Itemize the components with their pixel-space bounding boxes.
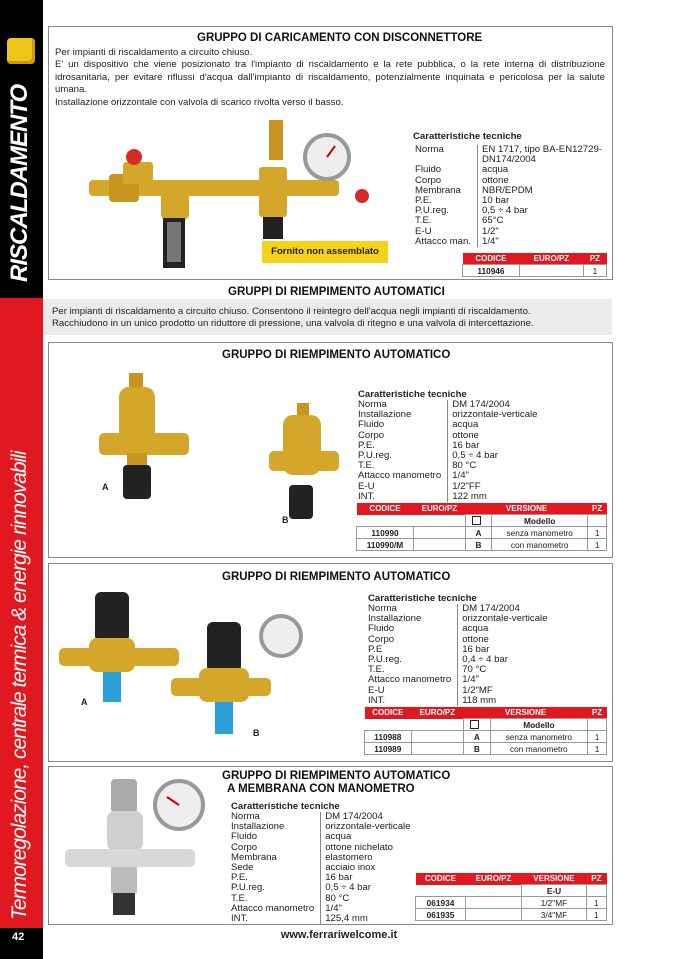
- spec-row: [368, 635, 548, 645]
- spec-key: T.E.: [358, 460, 375, 472]
- spec-key: Attacco man.: [415, 235, 471, 247]
- radiator-icon: [7, 38, 35, 64]
- spec-key: Attacco manometro: [358, 470, 442, 482]
- spec-key: P.E.: [231, 872, 248, 884]
- spec-value: acciaio inox: [321, 863, 411, 873]
- cell-price: [465, 897, 521, 909]
- col-codice: CODICE: [357, 503, 414, 515]
- spec-row: [358, 420, 538, 430]
- spec-key: INT.: [231, 913, 249, 925]
- spec-value: 70 °C: [458, 665, 548, 675]
- spec-list: [231, 812, 411, 924]
- col-pz: PZ: [588, 503, 607, 515]
- spec-value: 80 °C: [321, 894, 411, 904]
- spec-row: [368, 655, 548, 665]
- spec-value: 1/4": [321, 904, 411, 914]
- sidebar: [0, 0, 43, 959]
- spec-value: 0,5 ÷ 4 bar: [478, 206, 603, 216]
- cell-price: [413, 527, 465, 539]
- spec-title: Caratteristiche tecniche: [358, 389, 467, 400]
- spec-value: 16 bar: [321, 873, 411, 883]
- table-row: [357, 539, 607, 551]
- spec-value: ottone: [478, 176, 603, 186]
- cell-version: A: [464, 731, 491, 743]
- spec-value: 0,5 ÷ 4 bar: [448, 451, 538, 461]
- cell-price: [465, 909, 521, 921]
- notice-badge: Fornito non assemblato: [262, 241, 388, 263]
- website-link[interactable]: www.ferrariwelcome.it: [280, 929, 398, 941]
- spec-row: [368, 614, 548, 624]
- cell-version: A: [465, 527, 491, 539]
- spec-key: P.U.reg.: [358, 450, 392, 462]
- spec-row: [358, 482, 538, 492]
- cell-version: 1/2"MF: [522, 897, 587, 909]
- spec-title: Caratteristiche tecniche: [413, 131, 522, 142]
- product-table: [364, 707, 607, 755]
- col-euro: EURO/PZ: [413, 503, 465, 515]
- cell-qty: 1: [588, 731, 607, 743]
- description-line: E' un dispositivo che viene posizionato tra l'impianto di riscaldamento e la rete pubblica, o la rete interna di distribuzione idrosanitaria, per evitare riflussi d'acqua dall'impianto di riscaldamento, potenzialmente inquinata e pericolosa per la salute umana.: [55, 59, 605, 96]
- spec-list: [415, 145, 602, 247]
- cell-qty: 1: [588, 527, 607, 539]
- cell-price: [411, 743, 464, 755]
- description-line: Installazione orizzontale con valvola di scarico rivolta verso il basso.: [55, 96, 344, 108]
- spec-row: [358, 492, 538, 502]
- cell-version: B: [464, 743, 491, 755]
- col-codice: CODICE: [365, 707, 412, 719]
- cell-code: 110989: [365, 743, 412, 755]
- spec-key: P.U.reg.: [415, 205, 449, 217]
- spec-row: [368, 624, 548, 634]
- spec-key: Norma: [358, 399, 387, 410]
- spec-row: [358, 431, 538, 441]
- spec-list: [368, 604, 548, 706]
- spec-key: T.E.: [231, 892, 248, 904]
- section-title: RISCALDAMENTO: [6, 84, 33, 282]
- spec-value: 1/4": [478, 237, 603, 247]
- spec-value: ottone nichelato: [321, 843, 411, 853]
- cell-price: [413, 539, 465, 551]
- filling-unit-product-image: [59, 592, 339, 752]
- cell-code: 110988: [365, 731, 412, 743]
- product-table: [462, 253, 607, 277]
- cell-qty: 1: [588, 743, 607, 755]
- spec-value: 80 °C: [448, 461, 538, 471]
- table-row: [357, 527, 607, 539]
- spec-title: Caratteristiche tecniche: [368, 593, 477, 604]
- spec-row: [415, 216, 602, 226]
- page-number: 42: [12, 931, 25, 943]
- cell-code: 061935: [416, 909, 466, 921]
- col-euro: EURO/PZ: [411, 707, 464, 719]
- spec-key: Fluido: [358, 419, 385, 431]
- spec-key: Corpo: [231, 841, 258, 853]
- col-euro: EURO/PZ: [465, 873, 521, 885]
- spec-value: 1/4": [458, 675, 548, 685]
- cell-price: [411, 731, 464, 743]
- spec-value: 122 mm: [448, 492, 538, 502]
- spec-value: orizzontale-verticale: [458, 614, 548, 624]
- label-b: B: [253, 728, 260, 738]
- spec-value: 1/4": [448, 471, 538, 481]
- spec-key: Fluido: [415, 164, 442, 176]
- spec-value: 1/2"FF: [448, 482, 538, 492]
- spec-key: Membrana: [415, 184, 461, 196]
- cell-model: con manometro: [492, 539, 588, 551]
- col-pz: PZ: [583, 253, 606, 265]
- spec-row: [368, 686, 548, 696]
- cell-code: 110990/M: [357, 539, 414, 551]
- spec-value: 118 mm: [458, 696, 548, 706]
- spec-key: Installazione: [231, 821, 285, 833]
- spec-value: 0,5 ÷ 4 bar: [321, 883, 411, 893]
- table-row: [416, 909, 607, 921]
- spec-key: T.E.: [368, 664, 385, 676]
- spec-key: Installazione: [368, 613, 422, 625]
- spec-value: acqua: [321, 832, 411, 842]
- table-row: [463, 265, 607, 277]
- col-pz: PZ: [586, 873, 606, 885]
- spec-value: orizzontale-verticale: [448, 410, 538, 420]
- spec-key: T.E.: [415, 215, 432, 227]
- spec-key: Norma: [231, 811, 260, 822]
- spec-key: Corpo: [358, 429, 385, 441]
- spec-row: [368, 696, 548, 706]
- spec-key: E-U: [415, 225, 432, 237]
- spec-value: DM 174/2004: [458, 604, 548, 614]
- spec-key: Fluido: [231, 831, 258, 843]
- spec-title: Caratteristiche tecniche: [231, 801, 340, 812]
- spec-key: P.E.: [358, 439, 375, 451]
- spec-value: 0,4 ÷ 4 bar: [458, 655, 548, 665]
- spec-row: [231, 904, 411, 914]
- spec-row: [231, 914, 411, 924]
- cell-model: con manometro: [490, 743, 587, 755]
- spec-key: Corpo: [368, 633, 395, 645]
- spec-row: [358, 410, 538, 420]
- cell-qty: 1: [586, 909, 606, 921]
- spec-list: [358, 400, 538, 502]
- spec-row: [231, 883, 411, 893]
- cell-version: B: [465, 539, 491, 551]
- checkbox-icon: [472, 516, 481, 525]
- spec-value: EN 1717, tipo BA-EN12729-DN174/2004: [478, 145, 603, 165]
- spec-key: INT.: [358, 490, 376, 502]
- spec-value: NBR/EPDM: [478, 186, 603, 196]
- cell-code: 110990: [357, 527, 414, 539]
- section-title-2: GRUPPI DI RIEMPIMENTO AUTOMATICI: [228, 286, 445, 298]
- spec-key: P.E.: [415, 195, 432, 207]
- spec-key: Corpo: [415, 174, 442, 186]
- cell-price: [519, 265, 583, 277]
- spec-value: acqua: [478, 165, 603, 175]
- label-a: A: [102, 482, 109, 492]
- spec-key: INT.: [368, 694, 386, 706]
- spec-row: [358, 471, 538, 481]
- cell-qty: 1: [586, 897, 606, 909]
- spec-key: Attacco manometro: [231, 902, 315, 914]
- spec-row: [231, 863, 411, 873]
- spec-value: elastomero: [321, 853, 411, 863]
- spec-value: 65°C: [478, 216, 603, 226]
- spec-key: Norma: [415, 144, 444, 155]
- spec-value: orizzontale-verticale: [321, 822, 411, 832]
- col-codice: CODICE: [463, 253, 520, 265]
- cell-model: senza manometro: [492, 527, 588, 539]
- category-title: Termoregolazione, centrale termica & energie rinnovabili: [8, 451, 31, 920]
- spec-row: [231, 822, 411, 832]
- spec-value: ottone: [458, 635, 548, 645]
- spec-key: E-U: [358, 480, 375, 492]
- section-riempimento-membrana: [48, 766, 613, 925]
- membrane-filling-unit-image: [61, 775, 226, 920]
- spec-key: P.U.reg.: [368, 654, 402, 666]
- version-label: E-U: [522, 885, 587, 897]
- col-versione: VERSIONE: [465, 503, 587, 515]
- section-title-4: GRUPPO DI RIEMPIMENTO AUTOMATICO: [222, 571, 451, 583]
- cell-qty: 1: [588, 539, 607, 551]
- section-title-5a: GRUPPO DI RIEMPIMENTO AUTOMATICO: [222, 770, 451, 782]
- spec-value: acqua: [458, 624, 548, 634]
- description: [52, 306, 607, 331]
- cell-version: 3/4"MF: [522, 909, 587, 921]
- description-line: Per impianti di riscaldamento a circuito chiuso. Consentono il reintegro dell'acqua negli impianti di riscaldamento.: [52, 306, 531, 317]
- col-euro: EURO/PZ: [519, 253, 583, 265]
- section-title-3: GRUPPO DI RIEMPIMENTO AUTOMATICO: [222, 349, 451, 361]
- table-row: [365, 731, 607, 743]
- label-b: B: [282, 515, 289, 525]
- spec-value: 16 bar: [448, 441, 538, 451]
- table-row: [416, 897, 607, 909]
- spec-value: 16 bar: [458, 645, 548, 655]
- spec-value: DM 174/2004: [448, 400, 538, 410]
- description: [55, 47, 605, 109]
- section-riempimento-2: [48, 563, 613, 762]
- spec-value: 10 bar: [478, 196, 603, 206]
- cell-qty: 1: [583, 265, 606, 277]
- table-row: [365, 743, 607, 755]
- spec-row: [415, 145, 602, 165]
- spec-value: DM 174/2004: [321, 812, 411, 822]
- spec-key: Membrana: [231, 851, 277, 863]
- section-title-5b: A MEMBRANA CON MANOMETRO: [227, 783, 415, 795]
- spec-value: 1/2": [478, 227, 603, 237]
- spec-row: [368, 675, 548, 685]
- spec-key: Attacco manometro: [368, 674, 452, 686]
- spec-value: 125,4 mm: [321, 914, 411, 924]
- spec-row: [358, 451, 538, 461]
- cell-code: 061934: [416, 897, 466, 909]
- filling-unit-product-image: [99, 373, 339, 533]
- product-table: [356, 503, 607, 551]
- spec-key: Fluido: [368, 623, 395, 635]
- spec-key: Sede: [231, 862, 254, 874]
- cell-code: 110946: [463, 265, 520, 277]
- spec-value: 1/2"MF: [458, 686, 548, 696]
- model-label: Modello: [492, 515, 588, 527]
- product-table: [415, 873, 607, 921]
- description-line: Per impianti di riscaldamento a circuito chiuso.: [55, 47, 253, 58]
- cell-model: senza manometro: [490, 731, 587, 743]
- spec-row: [415, 237, 602, 247]
- spec-key: P.U.reg.: [231, 882, 265, 894]
- spec-value: ottone: [448, 431, 538, 441]
- spec-key: Installazione: [358, 409, 412, 421]
- col-codice: CODICE: [416, 873, 466, 885]
- description-line: Racchiudono in un unico prodotto un riduttore di pressione, una valvola di ritegno e una valvola di intercettazione.: [52, 318, 534, 330]
- col-versione: VERSIONE: [464, 707, 588, 719]
- col-pz: PZ: [588, 707, 607, 719]
- spec-row: [415, 206, 602, 216]
- spec-key: Norma: [368, 603, 397, 614]
- spec-value: acqua: [448, 420, 538, 430]
- col-versione: VERSIONE: [522, 873, 587, 885]
- spec-key: P.E: [368, 643, 383, 655]
- model-label: Modello: [490, 719, 587, 731]
- section-title-1: GRUPPO DI CARICAMENTO CON DISCONNETTORE: [197, 32, 483, 44]
- label-a: A: [81, 697, 88, 707]
- section-riempimento-1: [48, 342, 613, 558]
- spec-row: [231, 853, 411, 863]
- checkbox-icon: [470, 720, 479, 729]
- spec-key: E-U: [368, 684, 385, 696]
